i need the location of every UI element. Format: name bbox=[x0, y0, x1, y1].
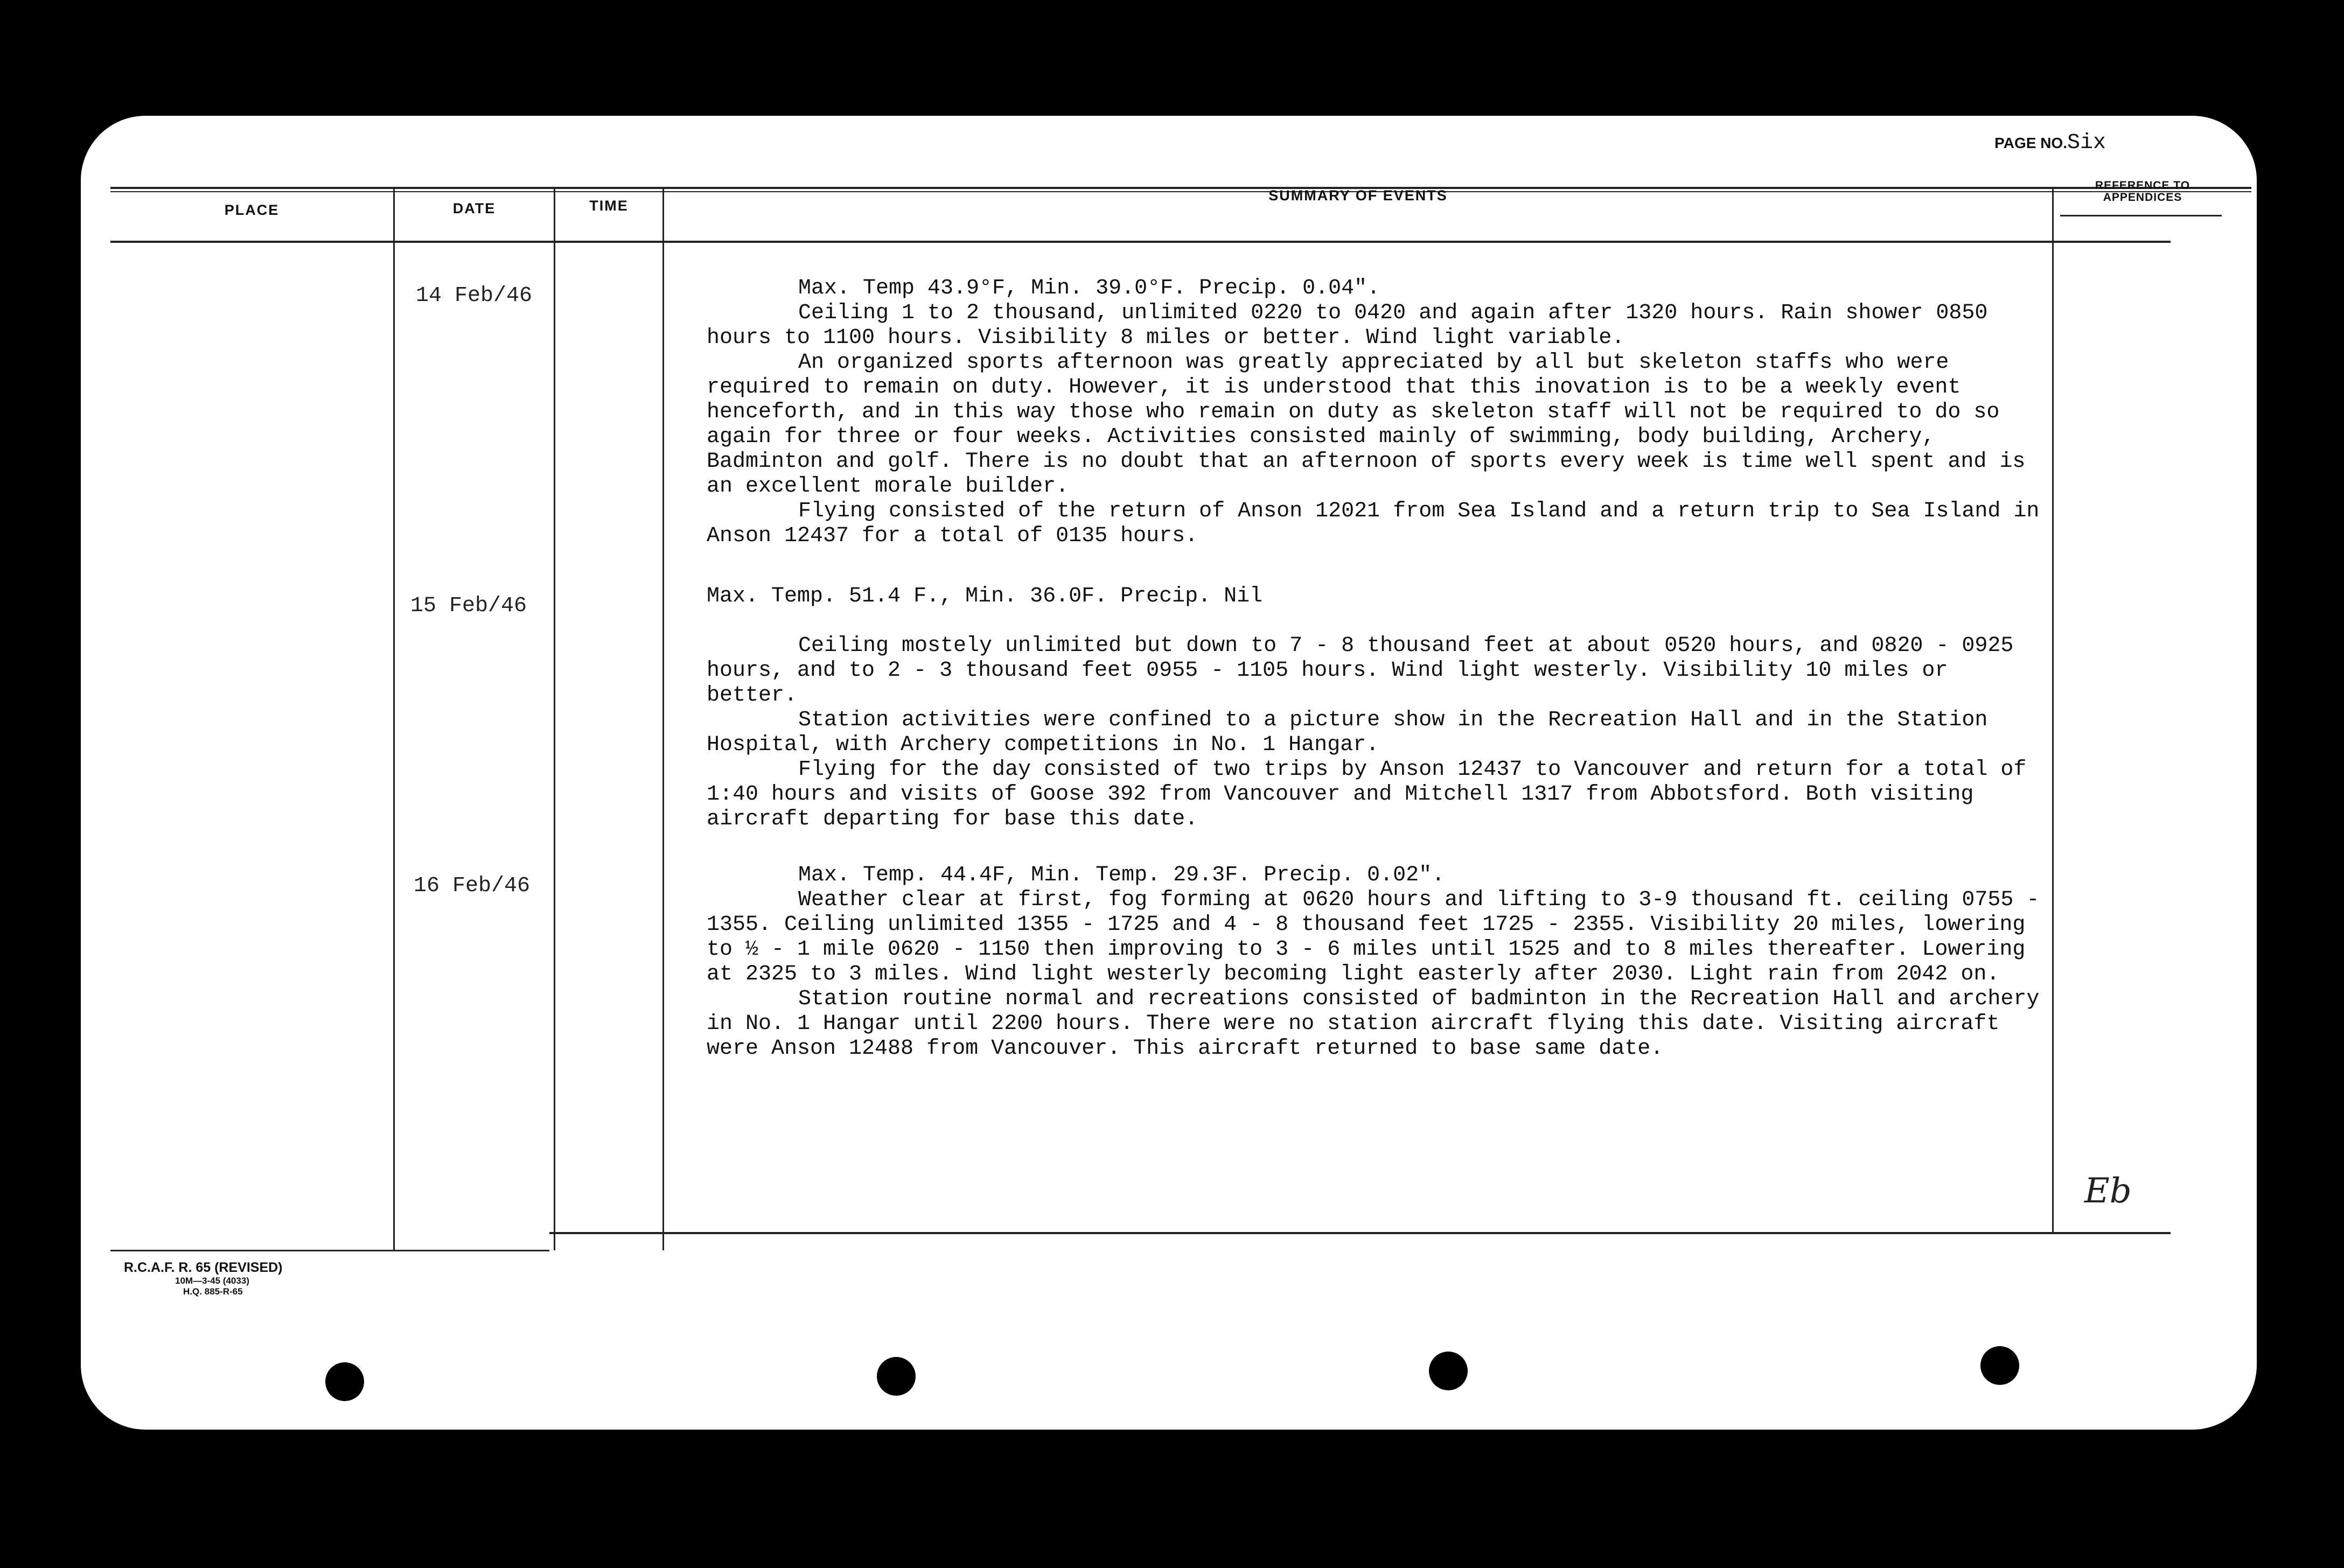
header-reference-line1: REFERENCE TO bbox=[2095, 179, 2190, 192]
weather-line: Max. Temp. 44.4F, Min. Temp. 29.3F. Precip. 0.02". bbox=[798, 863, 1445, 887]
entry-summary bbox=[707, 584, 2042, 832]
footer-rule bbox=[110, 1250, 549, 1251]
handwritten-initials: Eb bbox=[2084, 1171, 2132, 1211]
form-print-code: 10M—3-45 (4033) bbox=[175, 1276, 249, 1286]
page-number bbox=[1994, 131, 2106, 155]
summary-paragraph: Station activities were confined to a picture show in the Recreation Hall and in the Station Hospital, with Archery competitions in No. 1 Hangar. bbox=[707, 708, 1988, 757]
entry-date: 15 Feb/46 bbox=[410, 594, 527, 618]
column-divider-place-date bbox=[393, 187, 395, 1250]
header-time: TIME bbox=[589, 198, 629, 214]
weather-line: Max. Temp 43.9°F, Min. 39.0°F. Precip. 0.04". bbox=[798, 276, 1380, 300]
binder-hole bbox=[1429, 1352, 1468, 1390]
form-sheet bbox=[81, 116, 2257, 1430]
binder-hole bbox=[1980, 1346, 2019, 1385]
form-hq-code: H.Q. 885-R-65 bbox=[183, 1286, 243, 1297]
header-bottom-rule bbox=[110, 241, 2171, 243]
summary-paragraph: Ceiling 1 to 2 thousand, unlimited 0220 to 0420 and again after 1320 hours. Rain shower 0850 hours to 1100 hours. Visibility 8 miles or better. Wind light variable. bbox=[707, 301, 1988, 350]
column-divider-time-summary bbox=[662, 187, 664, 1250]
entry-date: 14 Feb/46 bbox=[416, 284, 533, 308]
summary-paragraph: Flying for the day consisted of two trips by Anson 12437 to Vancouver and return for a total of 1:40 hours and visits of Goose 392 from Vancouver and Mitchell 1317 from Abbotsford. Both visiting aircraft departing for base this date. bbox=[707, 758, 2027, 831]
summary-paragraph: An organized sports afternoon was greatly appreciated by all but skeleton staffs who were required to remain on duty. However, it is understood that this inovation is to be a weekly event henceforth, and in this way those who remain on duty as skeleton staff will not be required to do so again for three or four weeks. Activities consisted mainly of swimming, body building, Archery, Badminton and golf. There is no doubt that an afternoon of sports every week is time well spent and is an excellent morale builder. bbox=[707, 351, 2026, 499]
binder-hole bbox=[325, 1362, 364, 1401]
header-date: DATE bbox=[452, 200, 496, 216]
form-footer bbox=[124, 1260, 283, 1297]
summary-paragraph: Ceiling mostely unlimited but down to 7 - 8 thousand feet at about 0520 hours, and 0820 - 0925 hours, and to 2 - 3 thousand feet 0955 - 1105 hours. Wind light westerly. Visibility 10 miles or better. bbox=[707, 634, 2014, 708]
weather-line: Max. Temp. 51.4 F., Min. 36.0F. Precip. Nil bbox=[707, 584, 1263, 608]
summary-paragraph: Flying consisted of the return of Anson 12021 from Sea Island and a return trip to Sea Island in Anson 12437 for a total of 0135 hours. bbox=[707, 499, 2040, 548]
page-number-label: PAGE NO. bbox=[1994, 135, 2067, 151]
header-summary: SUMMARY OF EVENTS bbox=[1268, 187, 1448, 204]
summary-paragraph: Station routine normal and recreations consisted of badminton in the Recreation Hall and archery in No. 1 Hangar until 2200 hours. There were no station aircraft flying this date. Visiting aircraft were Anson 12488 from Vancouver. This aircraft returned to base same date. bbox=[707, 987, 2040, 1061]
header-reference-line2: APPENDICES bbox=[2103, 191, 2182, 204]
binder-hole bbox=[877, 1357, 916, 1396]
entry-summary bbox=[707, 276, 2042, 549]
page-number-value: Six bbox=[2067, 131, 2106, 155]
header-place: PLACE bbox=[224, 202, 280, 218]
column-divider-date-time bbox=[554, 187, 555, 1250]
entry-date: 16 Feb/46 bbox=[414, 874, 531, 898]
entry-summary bbox=[707, 863, 2042, 1061]
reference-header-rule bbox=[2060, 215, 2222, 216]
summary-paragraph: Weather clear at first, fog forming at 0620 hours and lifting to 3-9 thousand ft. ceiling 0755 - 1355. Ceiling unlimited 1355 - 1725 and 4 - 8 thousand feet 1725 - 2355. Visibility 20 miles, lowering to ½ - 1 mile 0620 - 1150 then improving to 3 - 6 miles until 1525 and to 8 miles thereafter. Lowering at 2325 to 3 miles. Wind light westerly becoming light easterly after 2030. Light rain from 2042 on. bbox=[707, 888, 2040, 986]
table-bottom-rule bbox=[549, 1232, 2171, 1234]
form-number: R.C.A.F. R. 65 (REVISED) bbox=[124, 1260, 283, 1275]
column-divider-summary-reference bbox=[2052, 187, 2054, 1234]
